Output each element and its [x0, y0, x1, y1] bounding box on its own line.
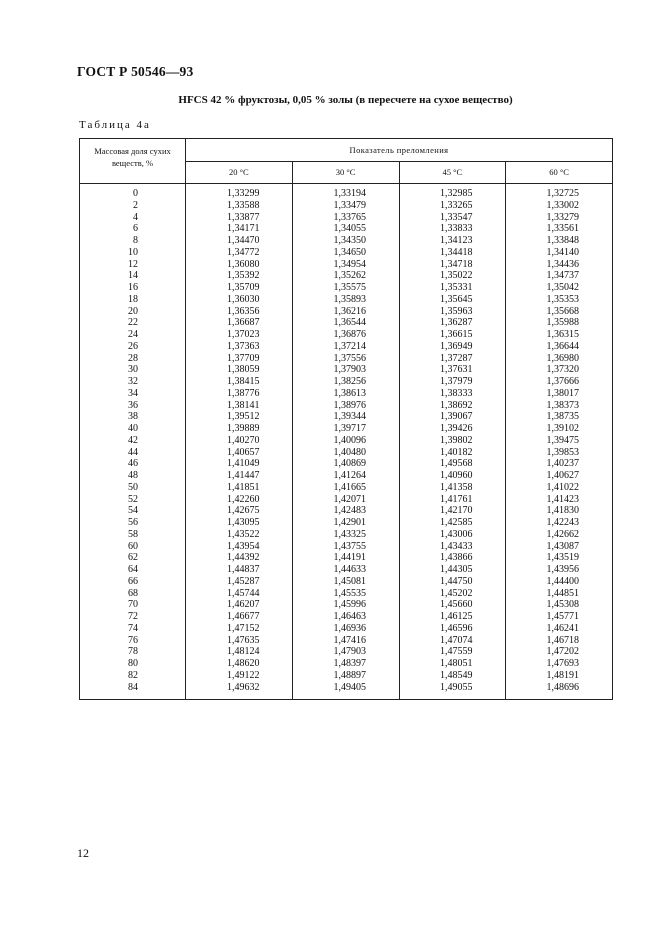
refraction-cell: 1,33561 — [546, 223, 579, 235]
refraction-cell: 1,40237 — [546, 458, 579, 470]
refraction-cell: 1,39717 — [333, 423, 366, 434]
dry-mass-cell: 62 — [128, 552, 138, 564]
refraction-cell: 1,48191 — [546, 669, 579, 681]
refraction-cell: 1,39475 — [546, 434, 579, 446]
refraction-cell: 1,43087 — [546, 540, 579, 552]
dry-mass-cell: 0 — [133, 188, 138, 199]
dry-mass-cell: 58 — [128, 528, 138, 540]
refraction-cell: 1,38256 — [333, 376, 366, 387]
refraction-cell: 1,35988 — [546, 317, 579, 329]
refraction-cell: 1,47202 — [546, 646, 579, 658]
refraction-cell: 1,34171 — [227, 223, 260, 235]
table-row — [80, 341, 612, 353]
refraction-cell: 1,39802 — [440, 434, 473, 446]
refraction-cell: 1,43956 — [546, 564, 579, 575]
dry-mass-cell: 44 — [128, 446, 138, 458]
dry-mass-cell: 76 — [128, 634, 138, 646]
refraction-cell: 1,39344 — [333, 411, 366, 423]
table-row — [80, 235, 612, 247]
refraction-cell: 1,33194 — [333, 188, 366, 199]
table-row — [80, 306, 612, 318]
table-row — [80, 529, 612, 541]
table-row — [80, 670, 612, 682]
refraction-cell: 1,41423 — [546, 493, 579, 505]
refraction-cell: 1,47635 — [227, 634, 260, 646]
refraction-cell: 1,49632 — [227, 681, 260, 693]
refraction-cell: 1,34436 — [546, 258, 579, 270]
refraction-cell: 1,33877 — [227, 211, 260, 223]
refraction-cell: 1,41358 — [440, 481, 473, 493]
refraction-cell: 1,35963 — [440, 305, 473, 317]
refraction-cell: 1,47152 — [227, 622, 260, 634]
refraction-cell: 1,33547 — [440, 211, 473, 223]
table-row — [80, 599, 612, 611]
table-body — [80, 188, 612, 693]
refraction-cell: 1,45660 — [440, 599, 473, 611]
table-row — [80, 658, 612, 670]
refraction-cell: 1,35392 — [227, 270, 260, 282]
refraction-cell: 1,44191 — [333, 552, 366, 564]
refraction-cell: 1,37903 — [333, 364, 366, 376]
refraction-cell: 1,43519 — [546, 552, 579, 564]
refraction-cell: 1,48897 — [333, 669, 366, 681]
refraction-cell: 1,33765 — [333, 211, 366, 223]
dry-mass-cell: 2 — [133, 199, 138, 211]
refraction-cell: 1,49122 — [227, 669, 260, 681]
refraction-cell: 1,43522 — [227, 528, 260, 540]
refraction-cell: 1,34418 — [440, 246, 473, 258]
refraction-cell: 1,34954 — [333, 258, 366, 270]
table-row — [80, 458, 612, 470]
dry-mass-cell: 48 — [128, 470, 138, 481]
refraction-cell: 1,37023 — [227, 329, 260, 340]
refraction-cell: 1,46718 — [546, 634, 579, 646]
refraction-cell: 1,42585 — [440, 517, 473, 528]
dry-mass-cell: 70 — [128, 599, 138, 611]
table-row — [80, 364, 612, 376]
refraction-cell: 1,34055 — [333, 223, 366, 235]
refraction-cell: 1,36216 — [333, 305, 366, 317]
refraction-cell: 1,33299 — [227, 188, 260, 199]
refraction-cell: 1,44400 — [546, 575, 579, 587]
refraction-cell: 1,41022 — [546, 481, 579, 493]
refraction-cell: 1,48620 — [227, 658, 260, 669]
temperature-header-row — [186, 162, 612, 183]
dry-mass-cell: 56 — [128, 517, 138, 528]
table-row — [80, 623, 612, 635]
refraction-cell: 1,38373 — [546, 399, 579, 411]
dry-mass-cell: 64 — [128, 564, 138, 575]
table-row — [80, 470, 612, 482]
refraction-cell: 1,33479 — [333, 199, 366, 211]
dry-mass-cell: 66 — [128, 575, 138, 587]
dry-mass-cell: 60 — [128, 540, 138, 552]
col-group-header-refraction: Показатель преломления — [186, 139, 612, 162]
table-row — [80, 435, 612, 447]
table-row — [80, 294, 612, 306]
refraction-cell: 1,39426 — [440, 423, 473, 434]
refraction-cell: 1,36544 — [333, 317, 366, 329]
refraction-cell: 1,45744 — [227, 587, 260, 599]
table-row — [80, 188, 612, 200]
refraction-cell: 1,41830 — [546, 505, 579, 517]
table-row — [80, 635, 612, 647]
refraction-cell: 1,34140 — [546, 246, 579, 258]
table-row — [80, 505, 612, 517]
refraction-cell: 1,48051 — [440, 658, 473, 669]
refraction-cell: 1,49405 — [333, 681, 366, 693]
dry-mass-cell: 22 — [128, 317, 138, 329]
refraction-cell: 1,42675 — [227, 505, 260, 517]
refraction-cell: 1,42662 — [546, 528, 579, 540]
refraction-cell: 1,40627 — [546, 470, 579, 481]
dry-mass-cell: 68 — [128, 587, 138, 599]
dry-mass-cell: 50 — [128, 481, 138, 493]
refraction-cell: 1,35331 — [440, 282, 473, 293]
refraction-cell: 1,35262 — [333, 270, 366, 282]
dry-mass-cell: 54 — [128, 505, 138, 517]
refraction-cell: 1,35042 — [546, 282, 579, 293]
refraction-cell: 1,45996 — [333, 599, 366, 611]
table-label: Таблица 4а — [79, 119, 151, 131]
dry-mass-cell: 80 — [128, 658, 138, 669]
table-title: HFCS 42 % фруктозы, 0,05 % золы (в пересчете на сухое вещество) — [178, 94, 513, 106]
dry-mass-cell: 16 — [128, 282, 138, 293]
refraction-cell: 1,47693 — [546, 658, 579, 669]
refraction-cell: 1,46677 — [227, 611, 260, 622]
dry-mass-cell: 84 — [128, 681, 138, 693]
dry-mass-cell: 72 — [128, 611, 138, 622]
refraction-cell: 1,33002 — [546, 199, 579, 211]
refraction-cell: 1,36080 — [227, 258, 260, 270]
refraction-cell: 1,36287 — [440, 317, 473, 329]
table-row — [80, 400, 612, 412]
refraction-cell: 1,45308 — [546, 599, 579, 611]
table-row — [80, 541, 612, 553]
dry-mass-cell: 36 — [128, 399, 138, 411]
col-header-temp-20: 20 °С — [229, 167, 249, 177]
refraction-cell: 1,34470 — [227, 235, 260, 246]
table-row — [80, 376, 612, 388]
refraction-cell: 1,42901 — [333, 517, 366, 528]
dry-mass-cell: 4 — [133, 211, 138, 223]
refraction-cell: 1,48696 — [546, 681, 579, 693]
refraction-cell: 1,38976 — [333, 399, 366, 411]
refraction-cell: 1,36980 — [546, 352, 579, 364]
refraction-cell: 1,38141 — [227, 399, 260, 411]
refraction-cell: 1,37556 — [333, 352, 366, 364]
refraction-cell: 1,32725 — [546, 188, 579, 199]
dry-mass-cell: 82 — [128, 669, 138, 681]
refraction-cell: 1,36876 — [333, 329, 366, 340]
dry-mass-cell: 6 — [133, 223, 138, 235]
refraction-cell: 1,46125 — [440, 611, 473, 622]
refraction-cell: 1,44851 — [546, 587, 579, 599]
refraction-cell: 1,40869 — [333, 458, 366, 470]
refraction-cell: 1,48124 — [227, 646, 260, 658]
refraction-cell: 1,39512 — [227, 411, 260, 423]
refraction-cell: 1,45287 — [227, 575, 260, 587]
refraction-cell: 1,37320 — [546, 364, 579, 376]
page-number: 12 — [77, 846, 89, 860]
refraction-cell: 1,43954 — [227, 540, 260, 552]
refraction-cell: 1,47074 — [440, 634, 473, 646]
refraction-cell: 1,40480 — [333, 446, 366, 458]
refraction-cell: 1,43433 — [440, 540, 473, 552]
refraction-cell: 1,34650 — [333, 246, 366, 258]
refraction-cell: 1,33588 — [227, 199, 260, 211]
refraction-cell: 1,40960 — [440, 470, 473, 481]
refraction-cell: 1,38776 — [227, 387, 260, 399]
refraction-cell: 1,46241 — [546, 622, 579, 634]
refraction-cell: 1,45202 — [440, 587, 473, 599]
dry-mass-cell: 20 — [128, 305, 138, 317]
refraction-cell: 1,42170 — [440, 505, 473, 517]
document-code: ГОСТ Р 50546—93 — [77, 64, 194, 79]
table-row — [80, 282, 612, 294]
refraction-cell: 1,42483 — [333, 505, 366, 517]
refraction-cell: 1,41049 — [227, 458, 260, 470]
refraction-cell: 1,43095 — [227, 517, 260, 528]
refraction-cell: 1,38735 — [546, 411, 579, 423]
refraction-cell: 1,39102 — [546, 423, 579, 434]
refraction-cell: 1,41264 — [333, 470, 366, 481]
refraction-cell: 1,34350 — [333, 235, 366, 246]
refraction-cell: 1,34737 — [546, 270, 579, 282]
table-row — [80, 411, 612, 423]
refraction-cell: 1,40096 — [333, 434, 366, 446]
refraction-cell: 1,35709 — [227, 282, 260, 293]
refraction-cell: 1,41761 — [440, 493, 473, 505]
refraction-cell: 1,32985 — [440, 188, 473, 199]
refraction-cell: 1,48549 — [440, 669, 473, 681]
refraction-cell: 1,40270 — [227, 434, 260, 446]
dry-mass-cell: 26 — [128, 340, 138, 352]
dry-mass-cell: 34 — [128, 387, 138, 399]
dry-mass-cell: 8 — [133, 235, 138, 246]
refraction-cell: 1,48397 — [333, 658, 366, 669]
table-row — [80, 552, 612, 564]
refraction-cell: 1,37979 — [440, 376, 473, 387]
dry-mass-cell: 18 — [128, 293, 138, 305]
table-row — [80, 447, 612, 459]
refraction-cell: 1,38692 — [440, 399, 473, 411]
refraction-cell: 1,41665 — [333, 481, 366, 493]
dry-mass-cell: 14 — [128, 270, 138, 282]
table-row — [80, 576, 612, 588]
dry-mass-cell: 40 — [128, 423, 138, 434]
refraction-cell: 1,43755 — [333, 540, 366, 552]
refraction-cell: 1,36949 — [440, 340, 473, 352]
refraction-cell: 1,33265 — [440, 199, 473, 211]
dry-mass-cell: 30 — [128, 364, 138, 376]
refraction-cell: 1,43325 — [333, 528, 366, 540]
table-row — [80, 423, 612, 435]
table-row — [80, 247, 612, 259]
refraction-cell: 1,36687 — [227, 317, 260, 329]
refraction-cell: 1,36644 — [546, 340, 579, 352]
table-row — [80, 353, 612, 365]
dry-mass-cell: 52 — [128, 493, 138, 505]
refraction-cell: 1,40657 — [227, 446, 260, 458]
table-row — [80, 388, 612, 400]
dry-mass-cell: 78 — [128, 646, 138, 658]
refraction-cell: 1,37631 — [440, 364, 473, 376]
refraction-cell: 1,39067 — [440, 411, 473, 423]
dry-mass-cell: 10 — [128, 246, 138, 258]
refraction-cell: 1,45771 — [546, 611, 579, 622]
refraction-cell: 1,40182 — [440, 446, 473, 458]
table-row — [80, 259, 612, 271]
refraction-cell: 1,44305 — [440, 564, 473, 575]
refraction-cell: 1,46207 — [227, 599, 260, 611]
dry-mass-cell: 42 — [128, 434, 138, 446]
table-row — [80, 223, 612, 235]
table-row — [80, 564, 612, 576]
refraction-cell: 1,37363 — [227, 340, 260, 352]
refraction-cell: 1,36356 — [227, 305, 260, 317]
refraction-cell: 1,34772 — [227, 246, 260, 258]
table-row — [80, 494, 612, 506]
refraction-cell: 1,46936 — [333, 622, 366, 634]
table-row — [80, 200, 612, 212]
refraction-cell: 1,45081 — [333, 575, 366, 587]
dry-mass-cell: 28 — [128, 352, 138, 364]
refraction-cell: 1,44633 — [333, 564, 366, 575]
header-divider — [80, 183, 612, 184]
refraction-cell: 1,46463 — [333, 611, 366, 622]
refraction-cell: 1,42260 — [227, 493, 260, 505]
refraction-cell: 1,34123 — [440, 235, 473, 246]
refraction-cell: 1,36615 — [440, 329, 473, 340]
refraction-cell: 1,36315 — [546, 329, 579, 340]
col-header-temp-30: 30 °С — [292, 162, 399, 183]
refraction-cell: 1,35022 — [440, 270, 473, 282]
refraction-cell: 1,47416 — [333, 634, 366, 646]
dry-mass-cell: 12 — [128, 258, 138, 270]
refraction-cell: 1,41447 — [227, 470, 260, 481]
refraction-cell: 1,39853 — [546, 446, 579, 458]
table-row — [80, 682, 612, 694]
refraction-cell: 1,46596 — [440, 622, 473, 634]
table-row — [80, 317, 612, 329]
refraction-cell: 1,36030 — [227, 293, 260, 305]
refraction-cell: 1,49055 — [440, 681, 473, 693]
refraction-cell: 1,47903 — [333, 646, 366, 658]
refraction-cell: 1,38059 — [227, 364, 260, 376]
table-row — [80, 329, 612, 341]
col-header-temp-45: 45 °С — [399, 162, 506, 183]
refraction-cell: 1,37709 — [227, 352, 260, 364]
refraction-cell: 1,35893 — [333, 293, 366, 305]
refraction-cell: 1,33833 — [440, 223, 473, 235]
refraction-cell: 1,44392 — [227, 552, 260, 564]
refraction-cell: 1,49568 — [440, 458, 473, 470]
refraction-cell: 1,47559 — [440, 646, 473, 658]
table-row — [80, 611, 612, 623]
col-header-temp-60: 60 °С — [505, 162, 612, 183]
refraction-cell: 1,44750 — [440, 575, 473, 587]
refraction-cell: 1,37214 — [333, 340, 366, 352]
refraction-cell: 1,37287 — [440, 352, 473, 364]
table-row — [80, 270, 612, 282]
dry-mass-cell: 32 — [128, 376, 138, 387]
refraction-cell: 1,45535 — [333, 587, 366, 599]
dry-mass-cell: 74 — [128, 622, 138, 634]
refraction-cell: 1,35645 — [440, 293, 473, 305]
dry-mass-cell: 38 — [128, 411, 138, 423]
dry-mass-cell: 46 — [128, 458, 138, 470]
refraction-table — [79, 138, 613, 700]
refraction-cell: 1,41851 — [227, 481, 260, 493]
refraction-cell: 1,34718 — [440, 258, 473, 270]
refraction-cell: 1,33279 — [546, 211, 579, 223]
table-row — [80, 212, 612, 224]
refraction-cell: 1,43866 — [440, 552, 473, 564]
refraction-cell: 1,35668 — [546, 305, 579, 317]
table-row — [80, 588, 612, 600]
refraction-cell: 1,38613 — [333, 387, 366, 399]
refraction-cell: 1,42243 — [546, 517, 579, 528]
table-row — [80, 646, 612, 658]
refraction-cell: 1,38333 — [440, 387, 473, 399]
refraction-cell: 1,35575 — [333, 282, 366, 293]
refraction-cell: 1,38017 — [546, 387, 579, 399]
refraction-cell: 1,35353 — [546, 293, 579, 305]
table-row — [80, 482, 612, 494]
refraction-cell: 1,43006 — [440, 528, 473, 540]
dry-mass-cell: 24 — [128, 329, 138, 340]
table-row — [80, 517, 612, 529]
refraction-cell: 1,38415 — [227, 376, 260, 387]
refraction-cell: 1,44837 — [227, 564, 260, 575]
refraction-cell: 1,37666 — [546, 376, 579, 387]
col-header-dry-mass: Массовая доля сухих веществ, % — [80, 139, 186, 183]
refraction-cell: 1,33848 — [546, 235, 579, 246]
refraction-cell: 1,42071 — [333, 493, 366, 505]
refraction-cell: 1,39889 — [227, 423, 260, 434]
